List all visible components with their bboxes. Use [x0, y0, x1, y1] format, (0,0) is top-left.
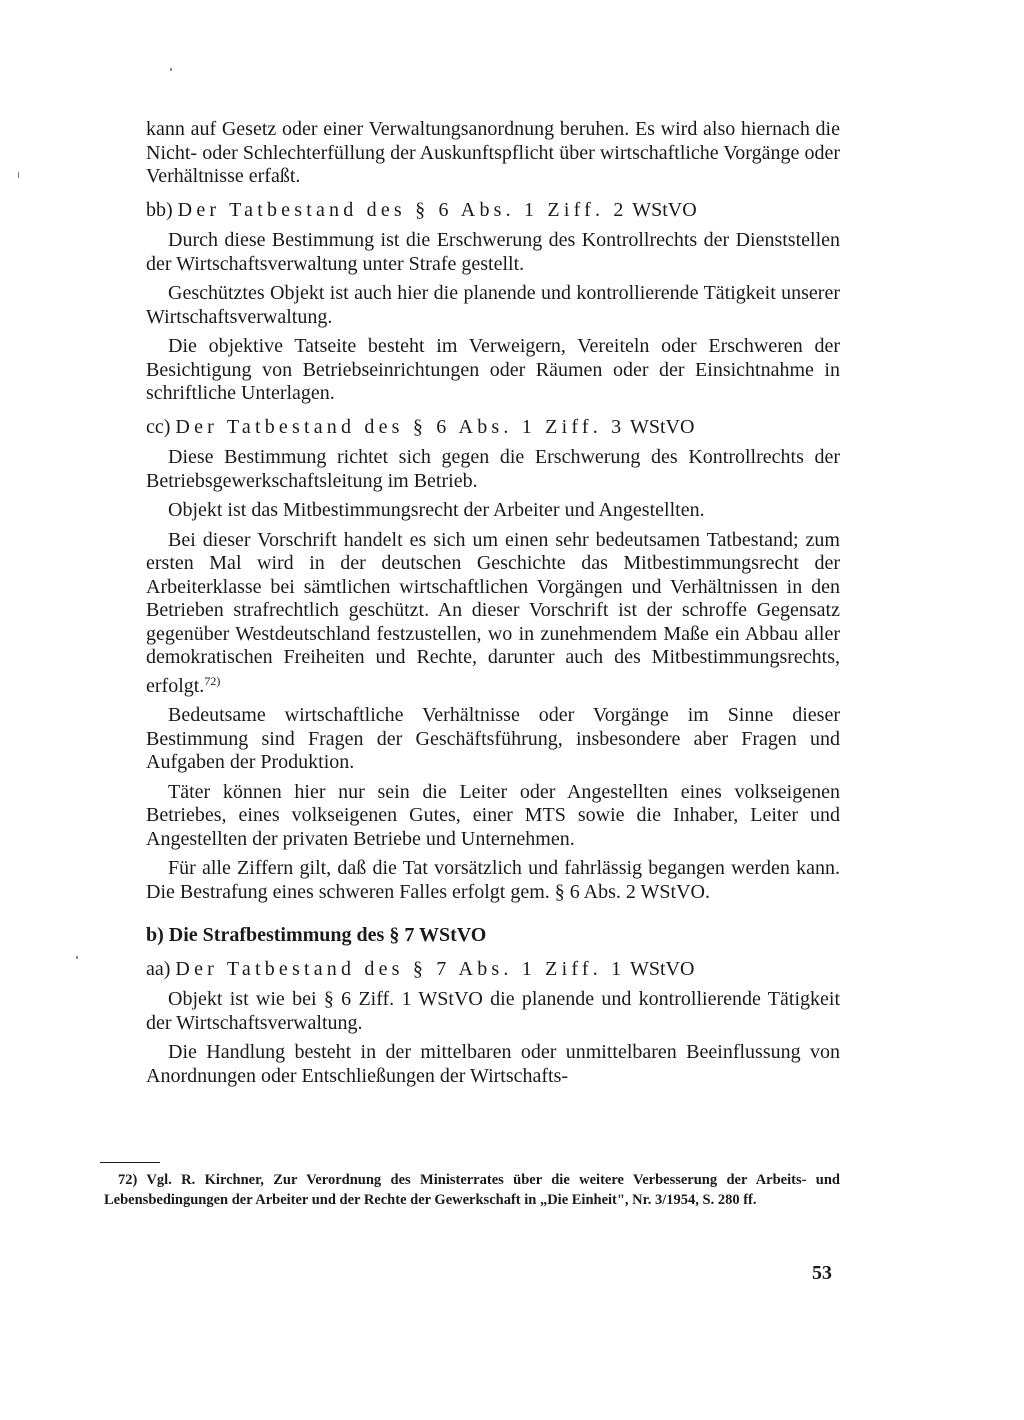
subheading-cc-spaced: Der Tatbestand des § 6 Abs. 1 Ziff. 3: [175, 415, 626, 438]
paragraph: Geschütztes Objekt ist auch hier die planende und kontrollierende Tätigkeit unserer Wirtschaftsverwaltung.: [146, 282, 840, 328]
paragraph-text: Bei dieser Vorschrift handelt es sich um einen sehr bedeutsamen Tatbestand; zum ersten Mal wird in der deutschen Geschichte das Mitbestimmungsrecht der Arbeiterklasse bei sämtlichen wirtschaftlichen Vorgängen und Verhältnissen in den Betrieben strafrechtlich geschützt. An dieser Vorschrift ist der schroffe Gegensatz gegenüber Westdeutschland festzustellen, wo in zunehmendem Maße ein Abbau aller demokratischen Freiheiten und Rechte, darunter auch des Mitbestimmungsrechts, erfolgt.: [146, 528, 840, 697]
main-text-column: [146, 118, 840, 1094]
paragraph: Diese Bestimmung richtet sich gegen die Erschwerung des Kontrollrechts der Betriebsgewerkschaftsleitung im Betrieb.: [146, 446, 840, 492]
paragraph: Für alle Ziffern gilt, daß die Tat vorsätzlich und fahrlässig begangen werden kann. Die Bestrafung eines schweren Falles erfolgt gem. § 6 Abs. 2 WStVO.: [146, 857, 840, 903]
scan-speck: [170, 68, 172, 71]
page-number: 53: [812, 1262, 832, 1284]
subheading-bb: [146, 199, 840, 223]
paragraph: Durch diese Bestimmung ist die Erschwerung des Kontrollrechts der Dienststellen der Wirtschaftsverwaltung unter Strafe gestellt.: [146, 229, 840, 275]
paragraph: Die Handlung besteht in der mittelbaren oder unmittelbaren Beeinflussung von Anordnungen oder Entschließungen der Wirtschafts-: [146, 1041, 840, 1087]
footnote-text: 72) Vgl. R. Kirchner, Zur Verordnung des Ministerrates über die weitere Verbesserung der Arbeits- und Lebensbedingungen der Arbeiter und der Rechte der Gewerkschaft in „Die Einheit", Nr. 3/1954, S. 280 ff.: [104, 1172, 840, 1208]
subheading-aa-suffix: WStVO: [629, 957, 695, 980]
scan-speck: [76, 956, 78, 959]
paragraph: Objekt ist wie bei § 6 Ziff. 1 WStVO die planende und kontrollierende Tätigkeit der Wirtschaftsverwaltung.: [146, 988, 840, 1034]
paragraph: Die objektive Tatseite besteht im Verweigern, Vereiteln oder Erschweren der Besichtigung von Betriebseinrichtungen oder Räumen oder der Einsichtnahme in schriftliche Unterlagen.: [146, 335, 840, 404]
paragraph: Objekt ist das Mitbestimmungsrecht der Arbeiter und Angestellten.: [168, 499, 705, 521]
paragraph: Täter können hier nur sein die Leiter oder Angestellten eines volkseigenen Betriebes, eines volkseigenen Gutes, einer MTS sowie die Inhaber, Leiter und Angestellten der privaten Betriebe und Unternehmen.: [146, 780, 840, 850]
subheading-cc: [146, 416, 840, 440]
footnote: [104, 1170, 840, 1210]
subheading-cc-prefix: cc): [146, 415, 171, 438]
footnote-separator-rule: [100, 1162, 160, 1163]
section-heading-b: b) Die Strafbestimmung des § 7 WStVO: [146, 924, 487, 946]
footnote-reference: 72): [204, 673, 221, 688]
subheading-aa: [146, 958, 840, 982]
subheading-cc-suffix: WStVO: [629, 415, 695, 438]
paragraph: Bedeutsame wirtschaftliche Verhältnisse oder Vorgänge im Sinne dieser Bestimmung sind Fragen der Geschäftsführung, insbesondere aber Fragen und Aufgaben der Produktion.: [146, 704, 840, 773]
subheading-aa-prefix: aa): [146, 957, 171, 980]
subheading-bb-suffix: WStVO: [632, 198, 697, 221]
subheading-bb-spaced: Der Tatbestand des § 6 Abs. 1 Ziff. 2: [177, 198, 628, 221]
scan-speck: [18, 172, 19, 178]
paragraph-continuation: kann auf Gesetz oder einer Verwaltungsanordnung beruhen. Es wird also hiernach die Nicht- oder Schlechterfüllung der Auskunftspflicht über wirtschaftliche Vorgänge oder Verhältnisse erfaßt.: [146, 118, 840, 187]
paragraph-with-footnote-ref: [146, 529, 840, 699]
subheading-bb-prefix: bb): [146, 198, 173, 221]
subheading-aa-spaced: Der Tatbestand des § 7 Abs. 1 Ziff. 1: [175, 957, 626, 980]
